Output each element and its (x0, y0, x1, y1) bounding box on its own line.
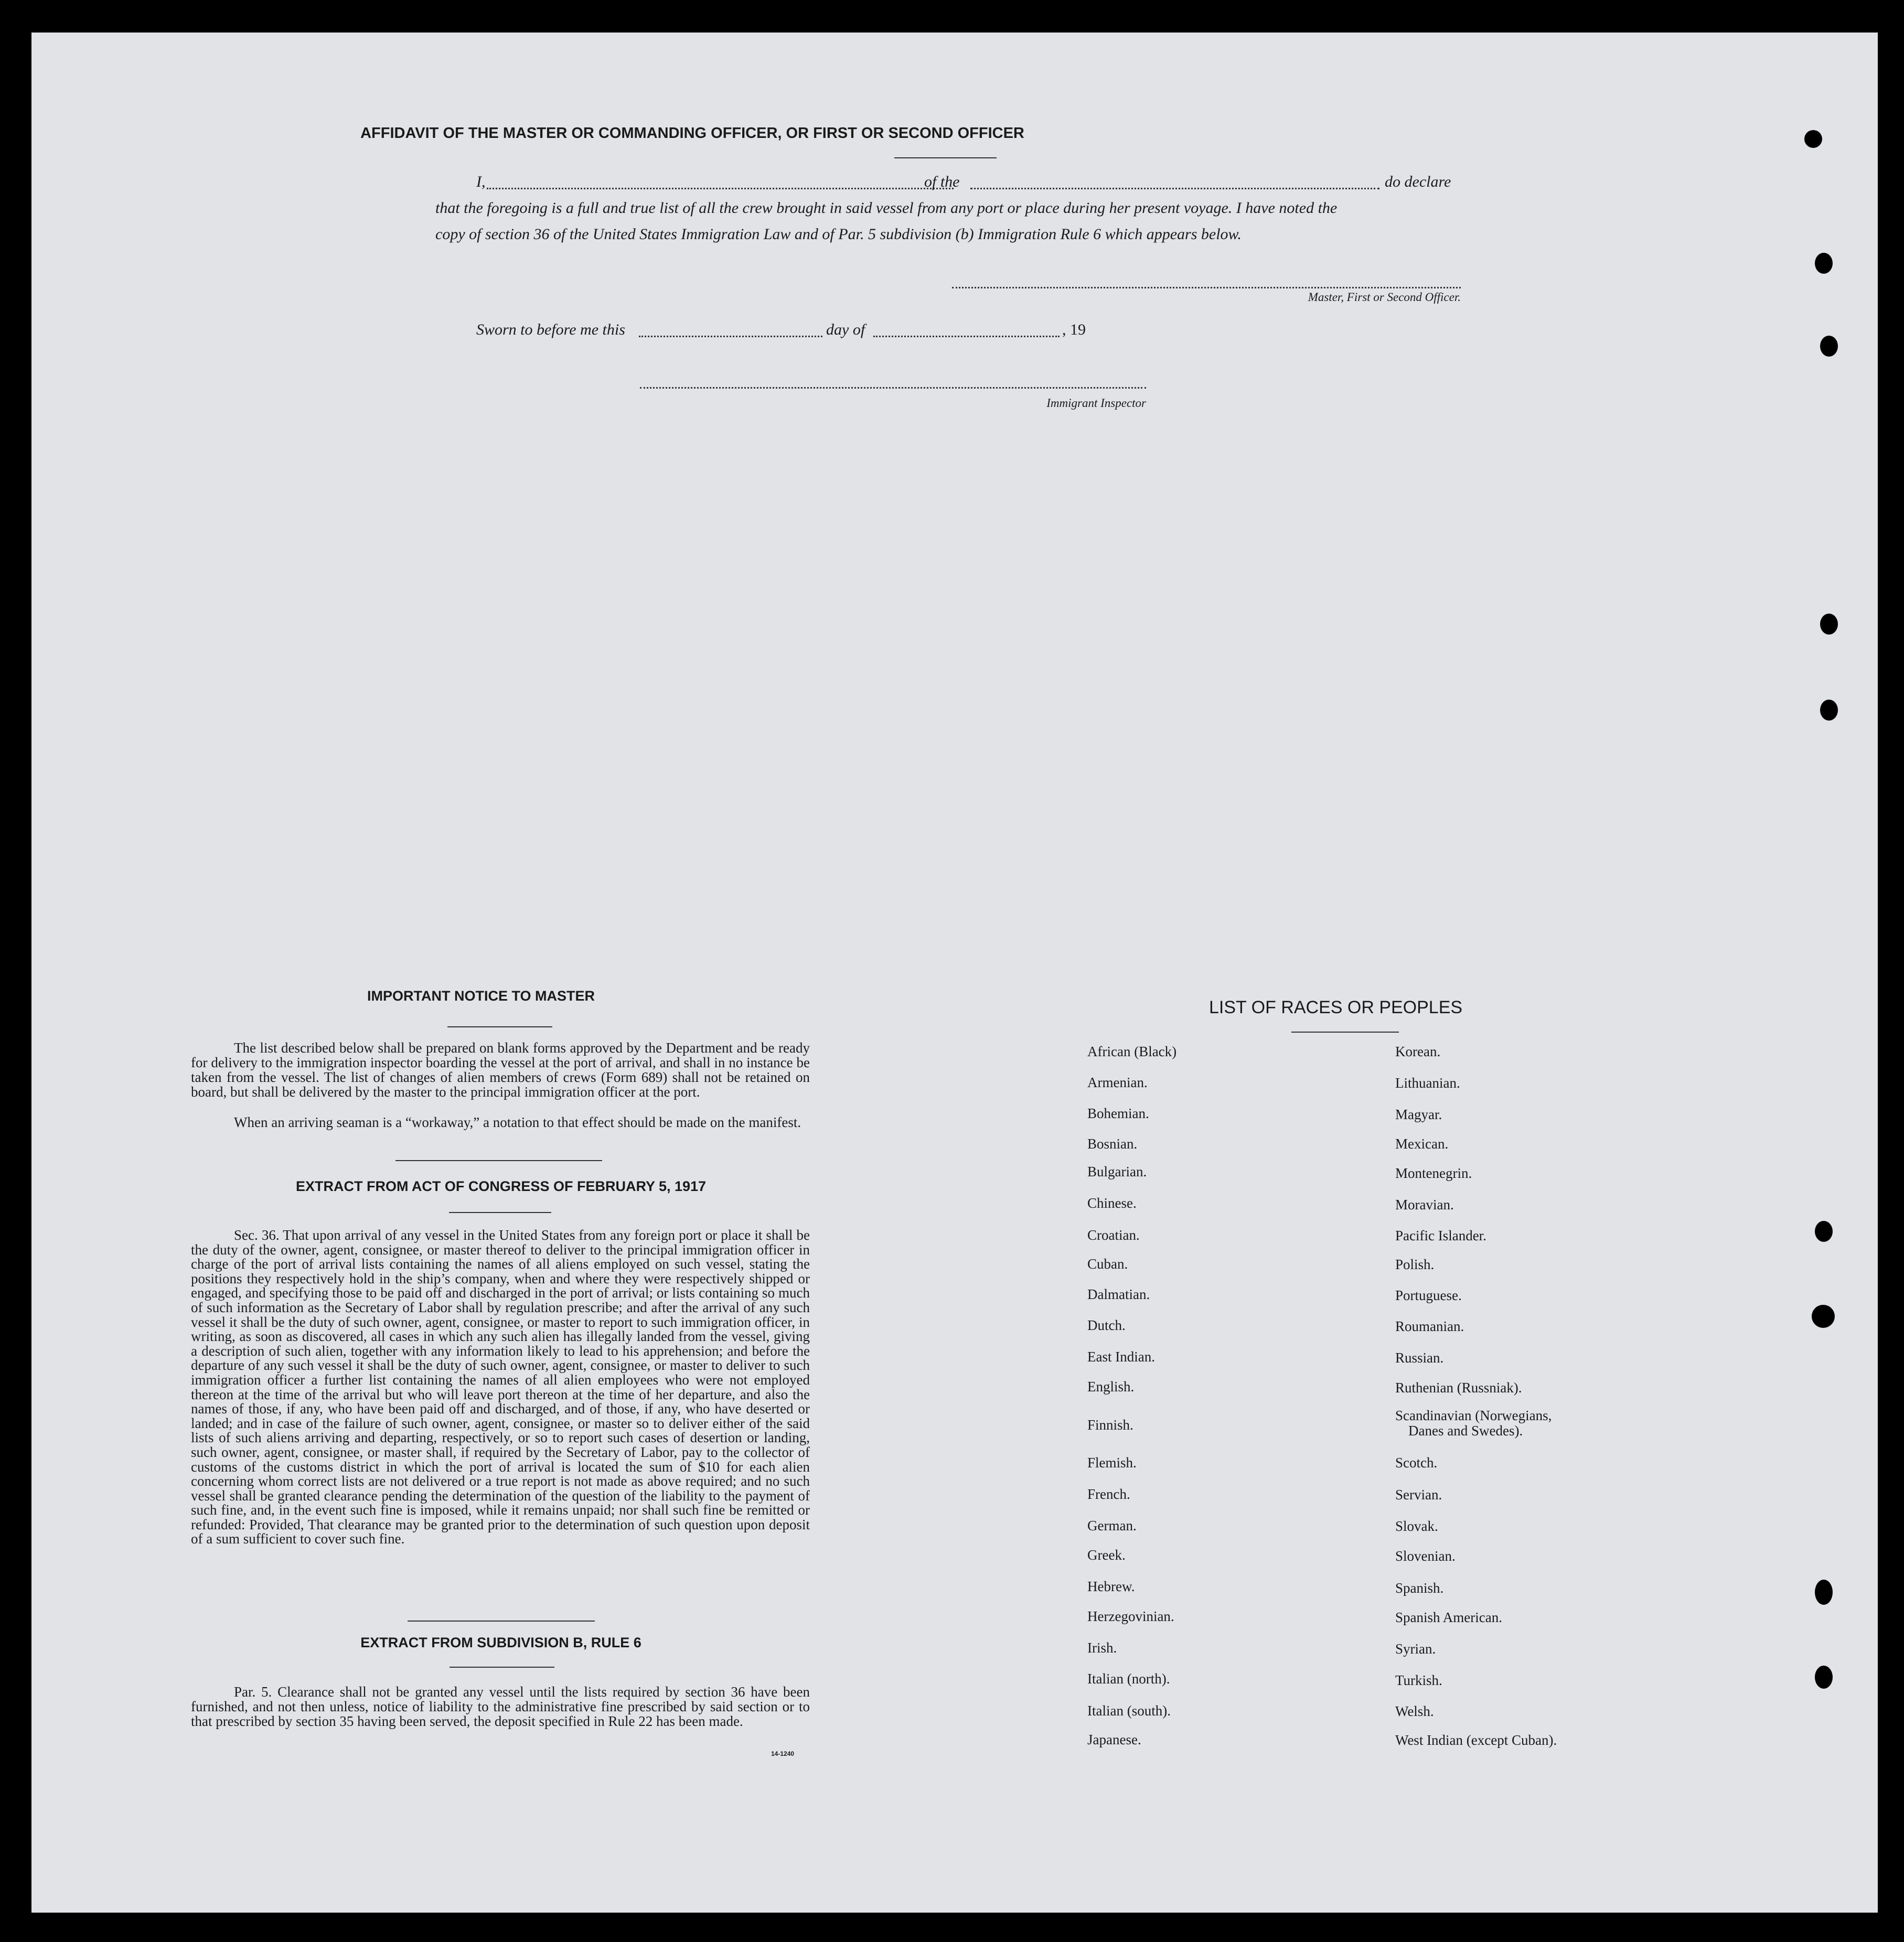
race-left: Greek. (1087, 1547, 1126, 1563)
race-left: German. (1087, 1518, 1137, 1533)
races-title: LIST OF RACES OR PEOPLES (1209, 997, 1463, 1017)
race-right: Syrian. (1395, 1641, 1436, 1657)
affidavit-i: I, (476, 173, 486, 190)
race-right: Montenegrin. (1395, 1165, 1472, 1181)
race-right: Russian. (1395, 1350, 1444, 1366)
master-name-field[interactable] (487, 188, 954, 189)
race-left: East Indian. (1087, 1349, 1155, 1365)
binder-hole (1812, 1305, 1835, 1328)
race-right: Slovenian. (1395, 1548, 1456, 1564)
binder-hole (1815, 1666, 1833, 1689)
race-left: Bohemian. (1087, 1106, 1149, 1121)
form-number: 14-1240 (771, 1750, 795, 1757)
race-right: Polish. (1395, 1257, 1435, 1272)
race-left: Bulgarian. (1087, 1164, 1147, 1179)
race-right: Magyar. (1395, 1107, 1442, 1122)
officer-signature-line[interactable] (952, 287, 1461, 288)
rule-title: EXTRACT FROM SUBDIVISION B, RULE 6 (360, 1635, 641, 1650)
race-right: Pacific Islander. (1395, 1228, 1486, 1243)
race-right: Spanish. (1395, 1580, 1444, 1596)
race-left: French. (1087, 1486, 1130, 1502)
race-right: Portuguese. (1395, 1287, 1462, 1303)
binder-hole (1815, 253, 1833, 274)
binder-hole (1820, 700, 1838, 721)
affidavit-title: AFFIDAVIT OF THE MASTER OR COMMANDING OFFICER, OR FIRST OR SECOND OFFICER (360, 125, 1024, 142)
notice-paragraph-2: When an arriving seaman is a “workaway,” a notation to that effect should be made on the manifest. (234, 1114, 801, 1130)
race-left: Finnish. (1087, 1417, 1133, 1433)
act-title: EXTRACT FROM ACT OF CONGRESS OF FEBRUARY 5, 1917 (295, 1178, 707, 1194)
race-left: African (Black) (1087, 1044, 1177, 1059)
race-left: Bosnian. (1087, 1136, 1138, 1152)
race-right: Lithuanian. (1395, 1075, 1460, 1091)
race-right: Moravian. (1395, 1197, 1454, 1213)
race-left: Dutch. (1087, 1317, 1126, 1333)
race-right: West Indian (except Cuban). (1395, 1732, 1557, 1748)
notice-title-underline (447, 1026, 552, 1027)
binder-hole (1815, 1221, 1833, 1242)
vessel-name-field[interactable] (970, 188, 1379, 189)
rule-title-underline (450, 1667, 554, 1668)
race-left: Flemish. (1087, 1455, 1137, 1471)
race-left: Herzegovinian. (1087, 1608, 1174, 1624)
form-page (31, 33, 1878, 1913)
race-right: Korean. (1395, 1044, 1441, 1059)
notice-divider (395, 1160, 602, 1161)
sworn-prefix: Sworn to before me this (476, 321, 625, 338)
race-left: Cuban. (1087, 1256, 1128, 1272)
race-left: Croatian. (1087, 1227, 1140, 1243)
race-left: Japanese. (1087, 1732, 1141, 1747)
affidavit-of-the: of the (924, 173, 960, 190)
race-left: Hebrew. (1087, 1579, 1135, 1594)
act-title-underline (449, 1212, 551, 1213)
rule-paragraph: Par. 5. Clearance shall not be granted any vessel until the lists required by section 36 have been furnished, and not then unless, notice of liability to the administrative fine prescribed by said section or to that prescribed by section 35 having been served, the deposit specified in Rule 22 has been made. (191, 1684, 810, 1729)
race-right: Turkish. (1395, 1672, 1442, 1688)
binder-hole (1820, 614, 1838, 635)
officer-signature-caption: Master, First or Second Officer. (1308, 291, 1461, 304)
race-left: Irish. (1087, 1640, 1117, 1656)
binder-hole (1820, 336, 1838, 357)
race-left: English. (1087, 1379, 1135, 1394)
notice-title: IMPORTANT NOTICE TO MASTER (367, 988, 595, 1004)
race-right: Servian. (1395, 1487, 1442, 1503)
affidavit-line-3: copy of section 36 of the United States Immigration Law and of Par. 5 subdivision (b) Immigration Rule 6 which appears below. (435, 226, 1242, 243)
title-underline (894, 157, 997, 158)
race-left: Armenian. (1087, 1075, 1148, 1090)
sworn-month-field[interactable] (873, 336, 1060, 337)
notice-paragraph-1: The list described below shall be prepared on blank forms approved by the Department and be ready for delivery to the immigration inspector boarding the vessel at the port of arrival, and shall in no instance be taken from the vessel. The list of changes of alien members of crews (Form 689) shall not be retained on board, but shall be delivered by the master to the principal immigration officer at the port. (191, 1040, 810, 1100)
sworn-day-field[interactable] (639, 336, 822, 337)
inspector-caption: Immigrant Inspector (1046, 396, 1146, 410)
race-left: Italian (north). (1087, 1671, 1170, 1687)
race-right: Scotch. (1395, 1455, 1438, 1471)
race-right: Scandinavian (Norwegians, (1395, 1408, 1552, 1423)
race-right: Slovak. (1395, 1518, 1438, 1534)
affidavit-do-declare: do declare (1385, 173, 1451, 190)
race-right: Roumanian. (1395, 1318, 1464, 1334)
race-left: Dalmatian. (1087, 1286, 1150, 1302)
race-right: Welsh. (1395, 1703, 1434, 1719)
race-left: Chinese. (1087, 1195, 1137, 1211)
race-right: Mexican. (1395, 1136, 1449, 1152)
act-section-36-text: Sec. 36. That upon arrival of any vessel in the United States from any foreign port or place it shall be the duty of the owner, agent, consignee, or master thereof to deliver to the principal immigration officer in charge of the port of arrival lists containing the names of all aliens employed on such vessel, stating the positions they respectively hold in the ship’s company, when and where they were respectively shipped or engaged, and specifying those to be paid off and discharged in the port of arrival; or lists containing so much of such information as the Secretary of Labor shall by regulation prescribe; and after the arrival of any such vessel it shall be the duty of such owner, agent, consignee, or master to report to such immigration officer, in writing, as soon as discovered, all cases in which any such alien has illegally landed from the vessel, giving a description of such alien, together with any information likely to lead to his apprehension; and before the departure of any such vessel it shall be the duty of such owner, agent, consignee, or master to deliver to such immigration officer a further list containing the names of all alien employees who were not employed thereon at the time of the arrival but who will leave port thereon at the time of her departure, and also the names of those, if any, who have been paid off and discharged, and of those, if any, who have deserted or landed; and in case of the failure of such owner, agent, consignee, or master so to deliver either of the said lists of such aliens arriving and departing, respectively, or so to report such cases of desertion or landing, such owner, agent, consignee, or master shall, if required by the Secretary of Labor, pay to the collector of customs of the customs district in which the port of arrival is located the sum of $10 for each alien concerning whom correct lists are not delivered or a true report is not made as above required; and no such vessel shall be granted clearance pending the determination of the question of the liability to the payment of such fine, and, in the event such fine is imposed, while it remains unpaid; nor shall such fine be remitted or refunded: Provided, That clearance may be granted prior to the determination of such question upon deposit of a sum sufficient to cover such fine. (191, 1227, 810, 1547)
race-right: Danes and Swedes). (1408, 1423, 1523, 1439)
races-title-underline (1291, 1032, 1399, 1033)
sworn-year: , 19 (1062, 321, 1086, 338)
binder-hole (1815, 1580, 1833, 1605)
race-left: Italian (south). (1087, 1703, 1171, 1719)
inspector-signature-line[interactable] (640, 387, 1146, 389)
sworn-day-of: day of (826, 321, 865, 338)
binder-hole (1804, 130, 1822, 148)
affidavit-line-2: that the foregoing is a full and true list of all the crew brought in said vessel from any port or place during her present voyage. I have noted the (435, 199, 1338, 217)
race-right: Ruthenian (Russniak). (1395, 1380, 1522, 1396)
race-right: Spanish American. (1395, 1610, 1502, 1625)
act-divider (408, 1621, 595, 1622)
